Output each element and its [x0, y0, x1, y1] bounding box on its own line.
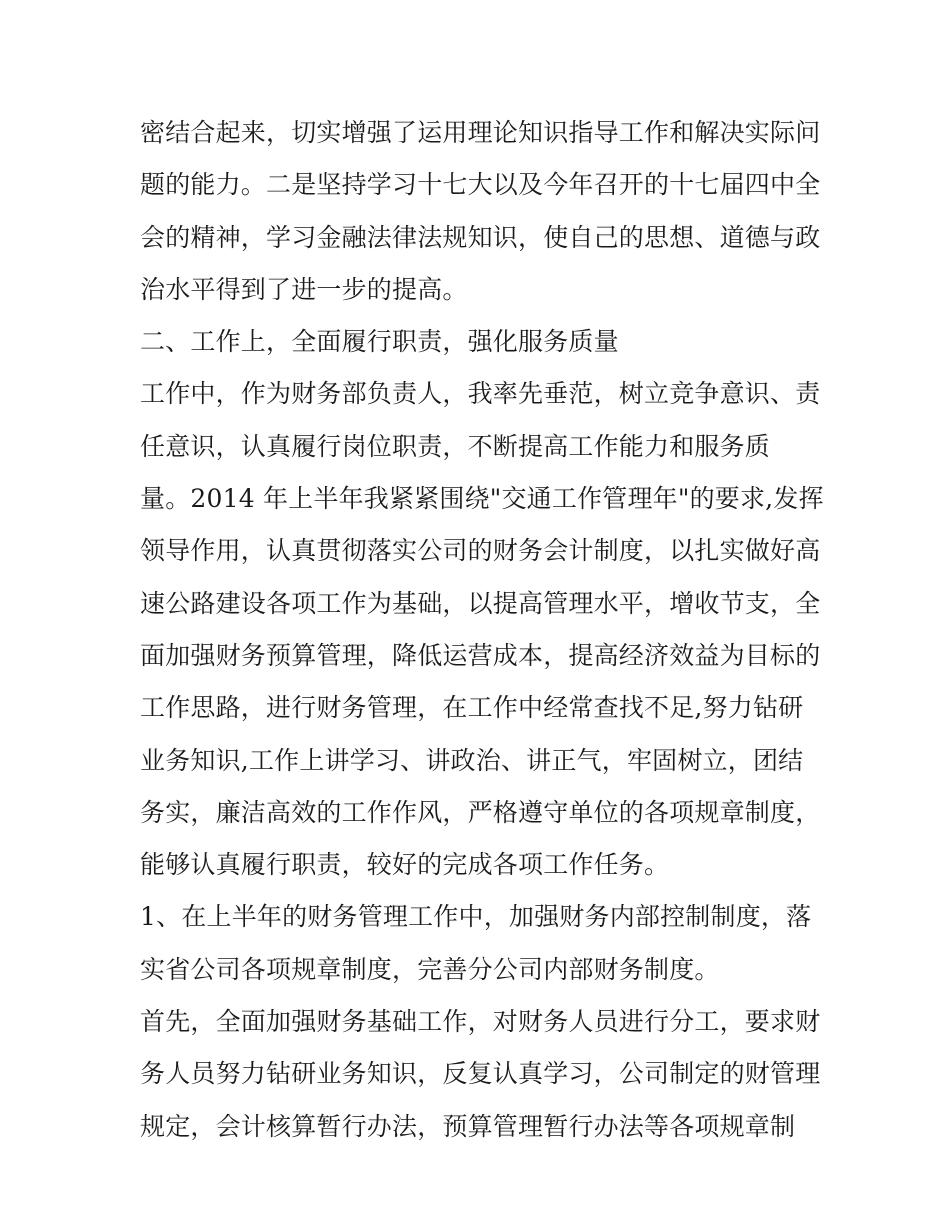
text-line: 治水平得到了进一步的提高。 [140, 274, 468, 304]
section-heading: 二、工作上，全面履行职责，强化服务质量 [140, 327, 619, 357]
text-line: 领导作用，认真贯彻落实公司的财务会计制度，以扎实做好高 [140, 536, 821, 566]
text-line: 业务知识,工作上讲学习、讲政治、讲正气，牢固树立，团结 [140, 745, 804, 775]
text-line: 工作思路，进行财务管理，在工作中经常查找不足,努力钻研 [140, 693, 804, 723]
text-line: 密结合起来，切实增强了运用理论知识指导工作和解决实际问 [140, 118, 821, 147]
text-line: 务实，廉洁高效的工作作风，严格遵守单位的各项规章制度， [140, 797, 821, 827]
text-line: 工作中，作为财务部负责人，我率先垂范，树立竞争意识、责 [140, 379, 821, 409]
text-line: 1、在上半年的财务管理工作中，加强财务内部控制制度，落 [140, 902, 812, 932]
text-line: 规定，会计核算暂行办法，预算管理暂行办法等各项规章制 [140, 1111, 796, 1141]
text-line: 速公路建设各项工作为基础，以提高管理水平，增收节支，全 [140, 588, 821, 618]
text-line: 会的精神，学习金融法律法规知识，使自己的思想、道德与政 [140, 222, 821, 252]
text-line: 量。2014 年上半年我紧紧围绕"交通工作管理年"的要求,发挥 [140, 484, 824, 514]
text-line: 任意识，认真履行岗位职责，不断提高工作能力和服务质 [140, 431, 771, 461]
text-line: 务人员努力钻研业务知识，反复认真学习，公司制定的财管理 [140, 1059, 821, 1089]
text-line: 题的能力。二是坚持学习十七大以及今年召开的十七届四中全 [140, 170, 821, 200]
document-body [140, 107, 824, 1153]
text-line: 实省公司各项规章制度，完善分公司内部财务制度。 [140, 954, 720, 984]
text-line: 面加强财务预算管理，降低运营成本，提高经济效益为目标的 [140, 640, 821, 670]
text-line: 能够认真履行职责，较好的完成各项工作任务。 [140, 850, 670, 880]
text-line: 首先，全面加强财务基础工作，对财务人员进行分工，要求财 [140, 1007, 821, 1037]
